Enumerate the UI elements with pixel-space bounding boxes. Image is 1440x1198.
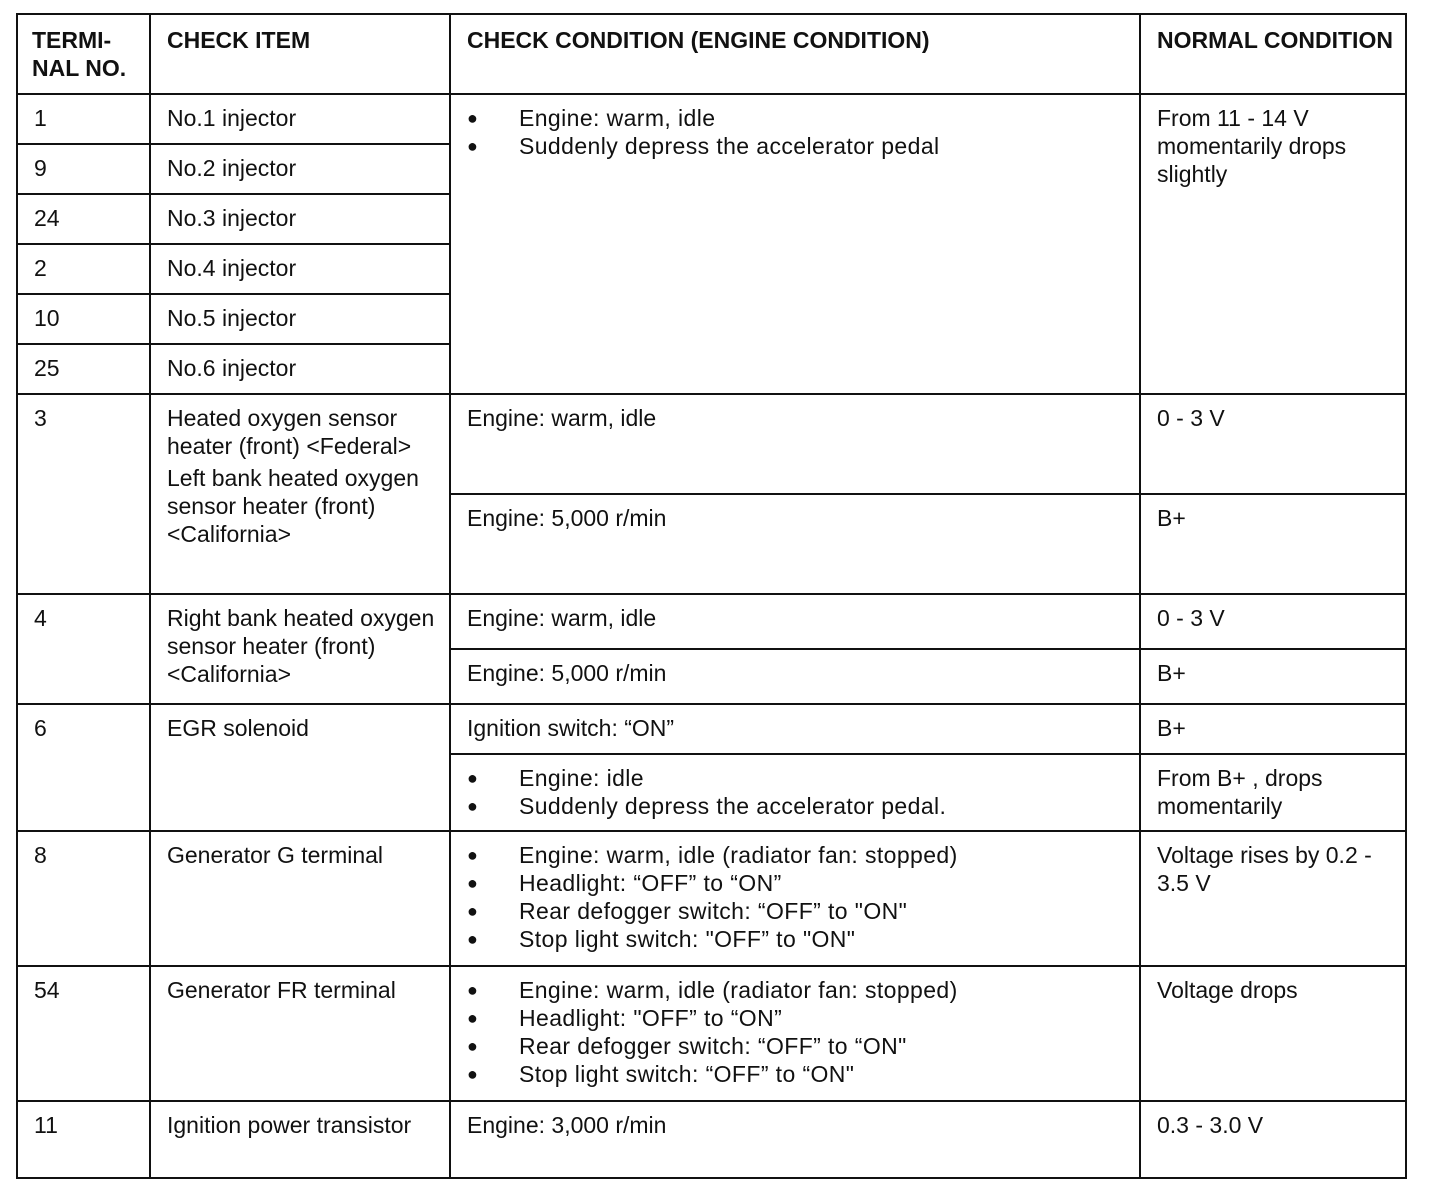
check-condition-cell [450, 754, 1140, 831]
terminal-cell: 4 [17, 594, 150, 704]
list-item: ● Stop light switch: “OFF” to “ON" [467, 1060, 1129, 1088]
check-item-cell: Right bank heated oxygen sensor heater (front) <California> [150, 594, 450, 704]
table-row [17, 394, 1406, 494]
check-condition-cell: Engine: 5,000 r/min [450, 494, 1140, 594]
check-condition-cell [450, 966, 1140, 1101]
list-item: ● Engine: idle [467, 764, 1129, 792]
terminal-cell: 8 [17, 831, 150, 966]
check-item-cell: No.2 injector [150, 144, 450, 194]
condition-list [467, 976, 1129, 1088]
list-item: ● Stop light switch: "OFF” to "ON" [467, 925, 1129, 953]
table-row [17, 94, 1406, 144]
condition-list [467, 104, 1129, 160]
table-row [17, 966, 1406, 1101]
normal-condition-cell: B+ [1140, 494, 1406, 594]
check-item-cell: No.1 injector [150, 94, 450, 144]
normal-condition-cell: From B+ , drops momentarily [1140, 754, 1406, 831]
check-item-cell: No.3 injector [150, 194, 450, 244]
check-item-california: Left bank heated oxygen sensor heater (front) <California> [167, 465, 419, 547]
check-condition-cell: Engine: warm, idle [450, 594, 1140, 649]
check-item-cell: Generator G terminal [150, 831, 450, 966]
check-item-cell: Generator FR terminal [150, 966, 450, 1101]
terminal-cell: 25 [17, 344, 150, 394]
terminal-check-table [16, 13, 1407, 1179]
table-row [17, 594, 1406, 649]
terminal-cell: 6 [17, 704, 150, 831]
normal-condition-cell: Voltage drops [1140, 966, 1406, 1101]
check-item-cell: EGR solenoid [150, 704, 450, 831]
normal-condition-cell: 0 - 3 V [1140, 594, 1406, 649]
list-item: ● Rear defogger switch: “OFF” to “ON" [467, 1032, 1129, 1060]
check-condition-cell: Engine: warm, idle [450, 394, 1140, 494]
header-normal-condition: NORMAL CONDITION [1140, 14, 1406, 94]
terminal-cell: 11 [17, 1101, 150, 1178]
normal-condition-cell: From 11 - 14 V momentarily drops slightly [1140, 94, 1406, 394]
check-condition-cell: Ignition switch: “ON” [450, 704, 1140, 754]
normal-condition-cell: 0.3 - 3.0 V [1140, 1101, 1406, 1178]
check-item-federal: Heated oxygen sensor heater (front) <Federal> [167, 405, 412, 459]
list-item: ● Engine: warm, idle (radiator fan: stopped) [467, 841, 1129, 869]
list-item: ● Engine: warm, idle [467, 104, 1129, 132]
check-item-cell: No.4 injector [150, 244, 450, 294]
check-item-cell: No.6 injector [150, 344, 450, 394]
header-check-item: CHECK ITEM [150, 14, 450, 94]
terminal-cell: 10 [17, 294, 150, 344]
list-item: ● Rear defogger switch: “OFF” to "ON" [467, 897, 1129, 925]
list-item: ● Suddenly depress the accelerator pedal. [467, 792, 1129, 820]
list-item: ● Headlight: "OFF” to “ON” [467, 1004, 1129, 1032]
check-item-cell: Ignition power transistor [150, 1101, 450, 1178]
terminal-cell: 24 [17, 194, 150, 244]
header-terminal: TERMI-NAL NO. [17, 14, 150, 94]
table-row [17, 1101, 1406, 1178]
header-row [17, 14, 1406, 94]
terminal-cell: 9 [17, 144, 150, 194]
terminal-cell: 1 [17, 94, 150, 144]
normal-condition-cell: Voltage rises by 0.2 - 3.5 V [1140, 831, 1406, 966]
table-row [17, 831, 1406, 966]
check-item-cell [150, 394, 450, 594]
normal-condition-cell: B+ [1140, 649, 1406, 704]
terminal-cell: 3 [17, 394, 150, 594]
check-condition-cell [450, 831, 1140, 966]
condition-list [467, 841, 1129, 953]
check-condition-cell: Engine: 3,000 r/min [450, 1101, 1140, 1178]
list-item: ● Headlight: “OFF” to “ON” [467, 869, 1129, 897]
header-check-condition: CHECK CONDITION (ENGINE CONDITION) [450, 14, 1140, 94]
terminal-cell: 2 [17, 244, 150, 294]
check-condition-cell: Engine: 5,000 r/min [450, 649, 1140, 704]
check-condition-cell [450, 94, 1140, 394]
list-item: ● Engine: warm, idle (radiator fan: stopped) [467, 976, 1129, 1004]
check-item-cell: No.5 injector [150, 294, 450, 344]
terminal-cell: 54 [17, 966, 150, 1101]
normal-condition-cell: 0 - 3 V [1140, 394, 1406, 494]
normal-condition-cell: B+ [1140, 704, 1406, 754]
list-item: ● Suddenly depress the accelerator pedal [467, 132, 1129, 160]
condition-list [467, 764, 1129, 820]
table-row [17, 704, 1406, 754]
